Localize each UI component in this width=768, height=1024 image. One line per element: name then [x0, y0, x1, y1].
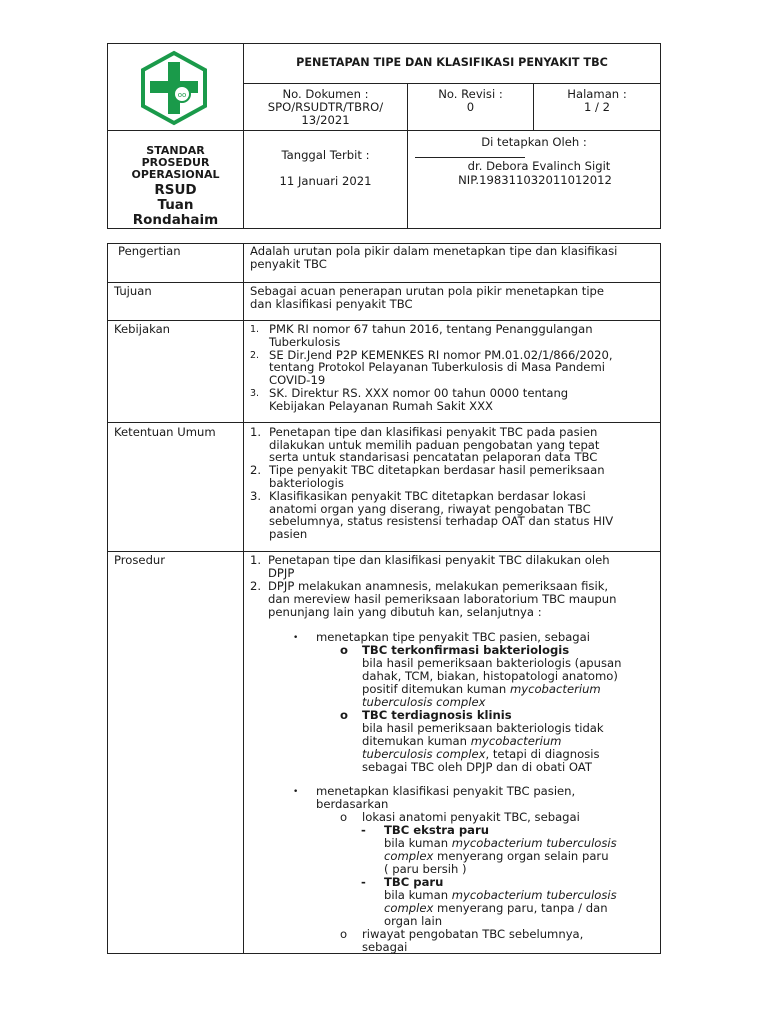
- list-item-text: COVID-19: [269, 373, 326, 387]
- organism-name: mycobacterium: [509, 682, 601, 696]
- prosedur-step-number: 2.: [250, 579, 262, 593]
- circle-bullet-icon: o: [340, 810, 348, 824]
- spo-title-3: OPERASIONAL: [131, 168, 220, 181]
- halaman-value: 1 / 2: [583, 100, 611, 114]
- no-revisi-label: No. Revisi :: [438, 87, 503, 101]
- hospital-cross-icon: [138, 50, 210, 126]
- subitem-text: sebagai TBC oleh DPJP dan di obati OAT: [362, 760, 592, 774]
- bullet-text: berdasarkan: [316, 797, 389, 811]
- subitem-text: sebagai: [362, 940, 408, 954]
- organism-name: tuberculosis complex: [362, 695, 486, 709]
- tanggal-terbit-label: Tanggal Terbit :: [281, 148, 370, 162]
- subitem-text-part: , tetapi di diagnosis: [485, 747, 600, 761]
- signature-line: [415, 157, 525, 158]
- bullet-text: menetapkan klasifikasi penyakit TBC pasien,: [316, 784, 576, 798]
- organism-name: tuberculosis complex: [362, 747, 486, 761]
- dash-bullet-icon: -: [361, 823, 366, 837]
- circle-bullet-icon: o: [340, 643, 348, 657]
- organism-name: complex: [384, 901, 434, 915]
- spo-title-2: PROSEDUR: [141, 156, 210, 169]
- pengertian-text-2: penyakit TBC: [250, 257, 327, 271]
- subitem-text: ( paru bersih ): [384, 862, 467, 876]
- tanggal-terbit-value: 11 Januari 2021: [279, 174, 372, 188]
- prosedur-label: Prosedur: [114, 553, 166, 567]
- subitem-text-part: bila kuman: [384, 888, 452, 902]
- subitem-text: lokasi anatomi penyakit TBC, sebagai: [362, 810, 580, 824]
- document-title: PENETAPAN TIPE DAN KLASIFIKASI PENYAKIT TBC: [296, 56, 608, 69]
- organism-name: mycobacterium: [470, 734, 562, 748]
- pengertian-text: Adalah urutan pola pikir dalam menetapkan tipe dan klasifikasi: [250, 244, 618, 258]
- hospital-logo: [138, 50, 210, 126]
- subitem-text-part: positif ditemukan kuman: [362, 682, 510, 696]
- no-dokumen-label: No. Dokumen :: [282, 87, 369, 101]
- list-item-text: Klasifikasikan penyakit TBC ditetapkan berdasar lokasi: [269, 489, 586, 504]
- subitem-text: bila hasil pemeriksaan bakteriologis tidak: [362, 721, 604, 735]
- list-item-text: tentang Protokol Pelayanan Tuberkulosis di Masa Pandemi: [269, 360, 605, 375]
- list-item-text: pasien: [269, 527, 308, 541]
- hospital-name-2: Tuan: [157, 197, 194, 213]
- list-item-text: SE Dir.Jend P2P KEMENKES RI nomor PM.01.02/1/866/2020,: [269, 347, 613, 362]
- subitem-text: riwayat pengobatan TBC sebelumnya,: [362, 927, 584, 941]
- list-item-text: Tuberkulosis: [269, 334, 341, 349]
- subitem-title: TBC paru: [384, 875, 444, 889]
- subitem-text: [384, 850, 609, 863]
- subitem-text: bila hasil pemeriksaan bakteriologis (apusan: [362, 656, 622, 670]
- list-item-number: 1.: [250, 425, 262, 439]
- list-item-number: 1.: [250, 324, 260, 335]
- list-item-text: anatomi organ yang diserang, riwayat pengobatan TBC: [269, 501, 591, 516]
- list-item-text: sebelumnya, status resistensi terhadap OAT dan status HIV: [269, 514, 614, 529]
- list-item-number: 3.: [250, 489, 262, 504]
- tujuan-label: Tujuan: [114, 284, 152, 298]
- bullet-icon: •: [293, 633, 299, 643]
- organism-name: mycobacterium tuberculosis: [451, 836, 617, 850]
- kebijakan-label: Kebijakan: [114, 322, 171, 336]
- prosedur-step-text: DPJP melakukan anamnesis, melakukan pemeriksaan fisik,: [268, 579, 609, 593]
- tujuan-text-2: dan klasifikasi penyakit TBC: [250, 297, 413, 311]
- subitem-title: TBC ekstra paru: [384, 823, 489, 837]
- prosedur-step-text: dan mereview hasil pemeriksaan laboratorium TBC maupun: [268, 592, 617, 606]
- list-item-text: Penetapan tipe dan klasifikasi penyakit TBC pada pasien: [269, 425, 598, 439]
- bullet-icon: •: [293, 787, 299, 797]
- organism-name: mycobacterium tuberculosis: [451, 888, 617, 902]
- tujuan-text: Sebagai acuan penerapan urutan pola pikir menetapkan tipe: [250, 284, 605, 298]
- ditetapkan-label: Di tetapkan Oleh :: [481, 135, 587, 149]
- prosedur-step-text: Penetapan tipe dan klasifikasi penyakit TBC dilakukan oleh: [268, 553, 610, 567]
- prosedur-step-number: 1.: [250, 553, 262, 567]
- prosedur-step-text: DPJP: [268, 566, 295, 580]
- list-item-text: Kebijakan Pelayanan Rumah Sakit XXX: [269, 398, 493, 413]
- subitem-text-part: menyerang organ selain paru: [433, 849, 609, 863]
- subitem-title: TBC terkonfirmasi bakteriologis: [362, 643, 570, 657]
- list-item-number: 2.: [250, 349, 260, 361]
- subitem-text-part: ditemukan kuman: [362, 734, 471, 748]
- signer-name: dr. Debora Evalinch Sigit: [467, 159, 611, 173]
- organism-name: complex: [384, 849, 434, 863]
- signer-nip: NIP.198311032011012012: [458, 173, 612, 187]
- subitem-text-part: bila kuman: [384, 836, 452, 850]
- pengertian-label: Pengertian: [118, 244, 181, 258]
- prosedur-step-text: penunjang lain yang dibutuh kan, selanjutnya :: [268, 605, 542, 619]
- subitem-title: TBC terdiagnosis klinis: [362, 708, 512, 722]
- subitem-text: [384, 902, 608, 915]
- no-dokumen-value: SPO/RSUDTR/TBRO/: [267, 100, 384, 114]
- ketentuan-umum-label: Ketentuan Umum: [114, 425, 216, 439]
- no-dokumen-value-2: 13/2021: [301, 113, 350, 127]
- svg-text:oo: oo: [177, 91, 187, 99]
- list-item-number: 3.: [250, 388, 260, 400]
- list-item-text: Tipe penyakit TBC ditetapkan berdasar hasil pemeriksaan: [269, 463, 605, 478]
- list-item-text: serta untuk standarisasi pencatatan pelaporan data TBC: [269, 450, 598, 465]
- subitem-text: [384, 837, 617, 850]
- subitem-text: [362, 683, 601, 696]
- subitem-text-part: menyerang paru, tanpa / dan: [433, 901, 608, 915]
- list-item-text: dilakukan untuk memilih paduan pengobatan yang tepat: [269, 437, 600, 452]
- bullet-text: menetapkan tipe penyakit TBC pasien, sebagai: [316, 630, 590, 644]
- hospital-name: RSUD: [154, 182, 197, 198]
- list-item-text: SK. Direktur RS. XXX nomor 00 tahun 0000 tentang: [269, 386, 569, 401]
- subitem-text: [362, 735, 561, 748]
- subitem-text: dahak, TCM, biakan, histopatologi anatomo): [362, 669, 618, 683]
- subitem-text: organ lain: [384, 914, 443, 928]
- subitem-text: [362, 748, 600, 761]
- list-item-text: bakteriologis: [269, 476, 344, 490]
- dash-bullet-icon: -: [361, 875, 366, 889]
- circle-bullet-icon: o: [340, 927, 348, 941]
- subitem-text: [384, 889, 617, 902]
- circle-bullet-icon: o: [340, 708, 348, 722]
- list-item-number: 2.: [250, 463, 262, 478]
- spo-title: STANDAR: [146, 144, 205, 157]
- hospital-name-3: Rondahaim: [132, 212, 219, 228]
- list-item-text: PMK RI nomor 67 tahun 2016, tentang Penanggulangan: [269, 322, 593, 336]
- halaman-label: Halaman :: [567, 87, 627, 101]
- no-revisi-value: 0: [466, 100, 475, 114]
